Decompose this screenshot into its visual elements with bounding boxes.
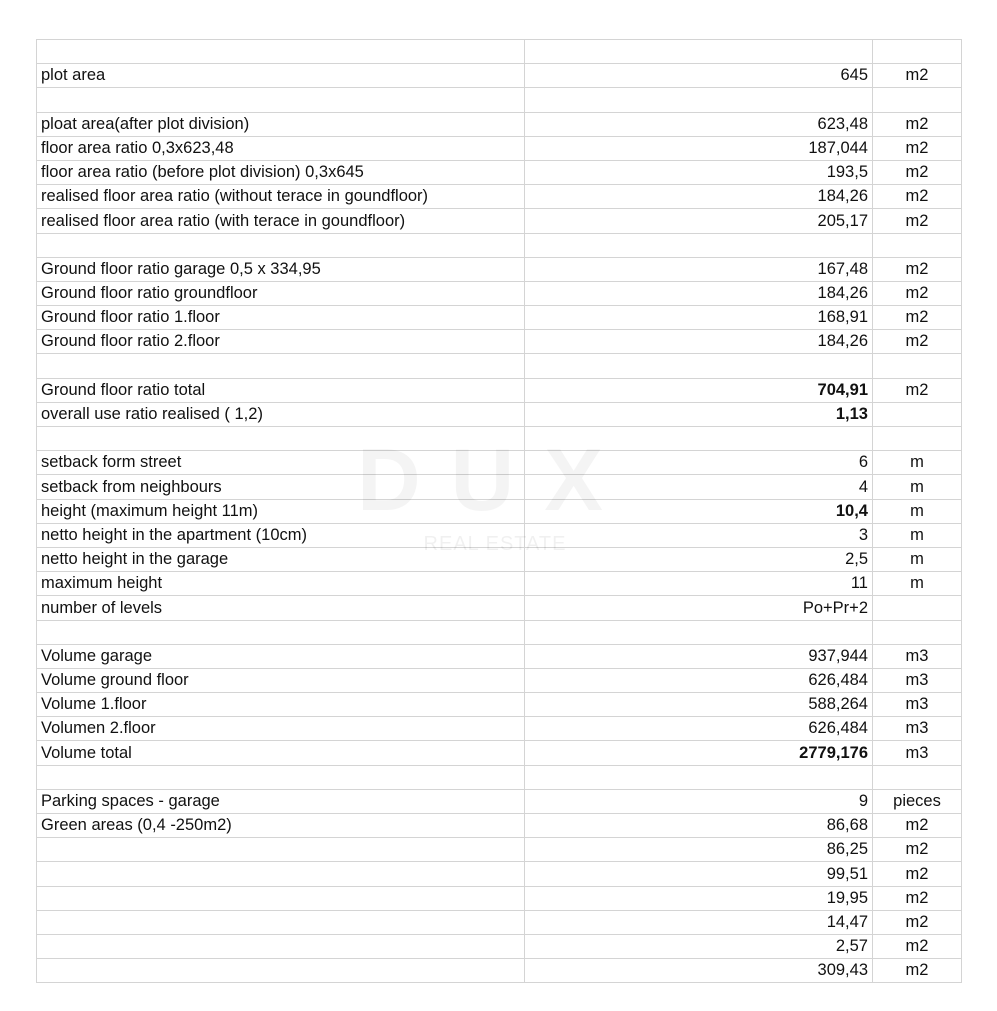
row-unit-cell: m2 xyxy=(873,281,962,305)
row-unit-cell xyxy=(873,40,962,64)
row-value-cell: 9 xyxy=(525,789,873,813)
row-value-cell: 623,48 xyxy=(525,112,873,136)
watermark-subtitle: REAL ESTATE xyxy=(423,533,567,555)
row-unit-cell xyxy=(873,402,962,426)
table-row xyxy=(37,88,962,112)
row-value-cell: 167,48 xyxy=(525,257,873,281)
row-value-cell xyxy=(525,427,873,451)
table-row xyxy=(37,523,962,547)
row-label-cell xyxy=(37,233,525,257)
row-label-cell xyxy=(37,934,525,958)
table-row xyxy=(37,693,962,717)
row-unit-cell: pieces xyxy=(873,789,962,813)
row-value-cell: 937,944 xyxy=(525,644,873,668)
row-unit-cell: m2 xyxy=(873,378,962,402)
row-label-cell xyxy=(37,427,525,451)
table-row xyxy=(37,427,962,451)
row-unit-cell: m2 xyxy=(873,934,962,958)
row-unit-cell: m2 xyxy=(873,886,962,910)
row-unit-cell: m2 xyxy=(873,959,962,983)
row-value-cell xyxy=(525,40,873,64)
row-value-cell: 3 xyxy=(525,523,873,547)
row-unit-cell: m2 xyxy=(873,306,962,330)
row-value-cell: 86,25 xyxy=(525,838,873,862)
row-label-cell: setback form street xyxy=(37,451,525,475)
row-unit-cell: m2 xyxy=(873,64,962,88)
table-row xyxy=(37,886,962,910)
row-value-cell: 626,484 xyxy=(525,668,873,692)
row-unit-cell: m xyxy=(873,475,962,499)
row-unit-cell xyxy=(873,596,962,620)
table-row xyxy=(37,934,962,958)
row-unit-cell: m2 xyxy=(873,209,962,233)
row-label-cell: setback from neighbours xyxy=(37,475,525,499)
row-unit-cell xyxy=(873,233,962,257)
row-label-cell: height (maximum height 11m) xyxy=(37,499,525,523)
table-row xyxy=(37,209,962,233)
row-value-cell: 184,26 xyxy=(525,185,873,209)
table-row xyxy=(37,475,962,499)
row-value-cell: 187,044 xyxy=(525,136,873,160)
row-unit-cell xyxy=(873,88,962,112)
row-label-cell: realised floor area ratio (without terace in goundfloor) xyxy=(37,185,525,209)
row-label-cell: Volume total xyxy=(37,741,525,765)
table-row xyxy=(37,402,962,426)
table-row xyxy=(37,572,962,596)
row-unit-cell: m xyxy=(873,499,962,523)
table-row xyxy=(37,765,962,789)
row-label-cell xyxy=(37,910,525,934)
row-unit-cell: m2 xyxy=(873,136,962,160)
table-row xyxy=(37,112,962,136)
row-label-cell: Ground floor ratio groundfloor xyxy=(37,281,525,305)
table-row xyxy=(37,814,962,838)
row-unit-cell: m2 xyxy=(873,862,962,886)
row-label-cell: netto height in the apartment (10cm) xyxy=(37,523,525,547)
row-label-cell xyxy=(37,620,525,644)
row-value-cell: 588,264 xyxy=(525,693,873,717)
row-label-cell xyxy=(37,862,525,886)
row-value-cell: 626,484 xyxy=(525,717,873,741)
row-value-cell xyxy=(525,765,873,789)
row-unit-cell xyxy=(873,427,962,451)
row-unit-cell xyxy=(873,765,962,789)
row-value-cell: 4 xyxy=(525,475,873,499)
row-value-cell: 14,47 xyxy=(525,910,873,934)
row-unit-cell: m xyxy=(873,547,962,571)
row-label-cell: number of levels xyxy=(37,596,525,620)
table-row xyxy=(37,160,962,184)
row-unit-cell: m2 xyxy=(873,160,962,184)
row-value-cell: 2,5 xyxy=(525,547,873,571)
table-row xyxy=(37,499,962,523)
row-unit-cell: m2 xyxy=(873,185,962,209)
row-label-cell: Ground floor ratio total xyxy=(37,378,525,402)
row-value-cell: 1,13 xyxy=(525,402,873,426)
row-label-cell xyxy=(37,765,525,789)
row-label-cell: plot area xyxy=(37,64,525,88)
row-label-cell: Ground floor ratio 1.floor xyxy=(37,306,525,330)
row-value-cell: 2779,176 xyxy=(525,741,873,765)
row-unit-cell xyxy=(873,354,962,378)
table-row xyxy=(37,378,962,402)
row-value-cell: 10,4 xyxy=(525,499,873,523)
row-label-cell: Volume garage xyxy=(37,644,525,668)
table-row xyxy=(37,185,962,209)
row-label-cell: realised floor area ratio (with terace in goundfloor) xyxy=(37,209,525,233)
row-value-cell xyxy=(525,620,873,644)
row-value-cell: 6 xyxy=(525,451,873,475)
table-row xyxy=(37,959,962,983)
row-value-cell xyxy=(525,88,873,112)
row-unit-cell: m2 xyxy=(873,330,962,354)
row-unit-cell: m3 xyxy=(873,668,962,692)
row-unit-cell: m xyxy=(873,572,962,596)
table-row xyxy=(37,354,962,378)
row-unit-cell: m3 xyxy=(873,644,962,668)
row-value-cell: 704,91 xyxy=(525,378,873,402)
table-row xyxy=(37,717,962,741)
table-row xyxy=(37,789,962,813)
row-value-cell: 645 xyxy=(525,64,873,88)
row-label-cell: floor area ratio 0,3x623,48 xyxy=(37,136,525,160)
row-value-cell: 309,43 xyxy=(525,959,873,983)
table-row xyxy=(37,281,962,305)
row-label-cell xyxy=(37,838,525,862)
table-row xyxy=(37,330,962,354)
row-label-cell: floor area ratio (before plot division) 0,3x645 xyxy=(37,160,525,184)
row-label-cell: overall use ratio realised ( 1,2) xyxy=(37,402,525,426)
table-row xyxy=(37,451,962,475)
row-value-cell: 99,51 xyxy=(525,862,873,886)
row-label-cell xyxy=(37,886,525,910)
row-label-cell: netto height in the garage xyxy=(37,547,525,571)
table-row xyxy=(37,668,962,692)
row-unit-cell: m xyxy=(873,523,962,547)
row-label-cell: Parking spaces - garage xyxy=(37,789,525,813)
table-body xyxy=(37,40,962,983)
row-unit-cell: m2 xyxy=(873,910,962,934)
row-unit-cell: m2 xyxy=(873,257,962,281)
row-value-cell: 184,26 xyxy=(525,281,873,305)
row-value-cell xyxy=(525,354,873,378)
table-row xyxy=(37,838,962,862)
spreadsheet xyxy=(36,39,961,983)
row-unit-cell xyxy=(873,620,962,644)
table-row xyxy=(37,644,962,668)
row-unit-cell: m3 xyxy=(873,741,962,765)
table-row xyxy=(37,620,962,644)
row-label-cell xyxy=(37,959,525,983)
row-unit-cell: m3 xyxy=(873,717,962,741)
row-value-cell: 2,57 xyxy=(525,934,873,958)
row-value-cell: 184,26 xyxy=(525,330,873,354)
row-unit-cell: m xyxy=(873,451,962,475)
row-label-cell: Green areas (0,4 -250m2) xyxy=(37,814,525,838)
row-unit-cell: m2 xyxy=(873,814,962,838)
row-label-cell: Volumen 2.floor xyxy=(37,717,525,741)
table-row xyxy=(37,136,962,160)
table-row xyxy=(37,233,962,257)
row-value-cell: 11 xyxy=(525,572,873,596)
row-label-cell: Volume ground floor xyxy=(37,668,525,692)
row-value-cell: 86,68 xyxy=(525,814,873,838)
table-row xyxy=(37,910,962,934)
table-row xyxy=(37,64,962,88)
table-row xyxy=(37,862,962,886)
table-row xyxy=(37,257,962,281)
row-value-cell: 193,5 xyxy=(525,160,873,184)
row-unit-cell: m3 xyxy=(873,693,962,717)
row-label-cell xyxy=(37,354,525,378)
row-label-cell xyxy=(37,40,525,64)
row-value-cell xyxy=(525,233,873,257)
row-label-cell: Ground floor ratio 2.floor xyxy=(37,330,525,354)
row-label-cell: Volume 1.floor xyxy=(37,693,525,717)
table-row xyxy=(37,306,962,330)
table-row xyxy=(37,547,962,571)
row-unit-cell: m2 xyxy=(873,838,962,862)
row-label-cell: maximum height xyxy=(37,572,525,596)
row-label-cell: Ground floor ratio garage 0,5 x 334,95 xyxy=(37,257,525,281)
row-label-cell: ploat area(after plot division) xyxy=(37,112,525,136)
row-value-cell: 168,91 xyxy=(525,306,873,330)
table-row xyxy=(37,40,962,64)
table-row xyxy=(37,596,962,620)
row-label-cell xyxy=(37,88,525,112)
row-value-cell: 205,17 xyxy=(525,209,873,233)
data-table xyxy=(36,39,962,983)
row-unit-cell: m2 xyxy=(873,112,962,136)
row-value-cell: Po+Pr+2 xyxy=(525,596,873,620)
row-value-cell: 19,95 xyxy=(525,886,873,910)
table-row xyxy=(37,741,962,765)
